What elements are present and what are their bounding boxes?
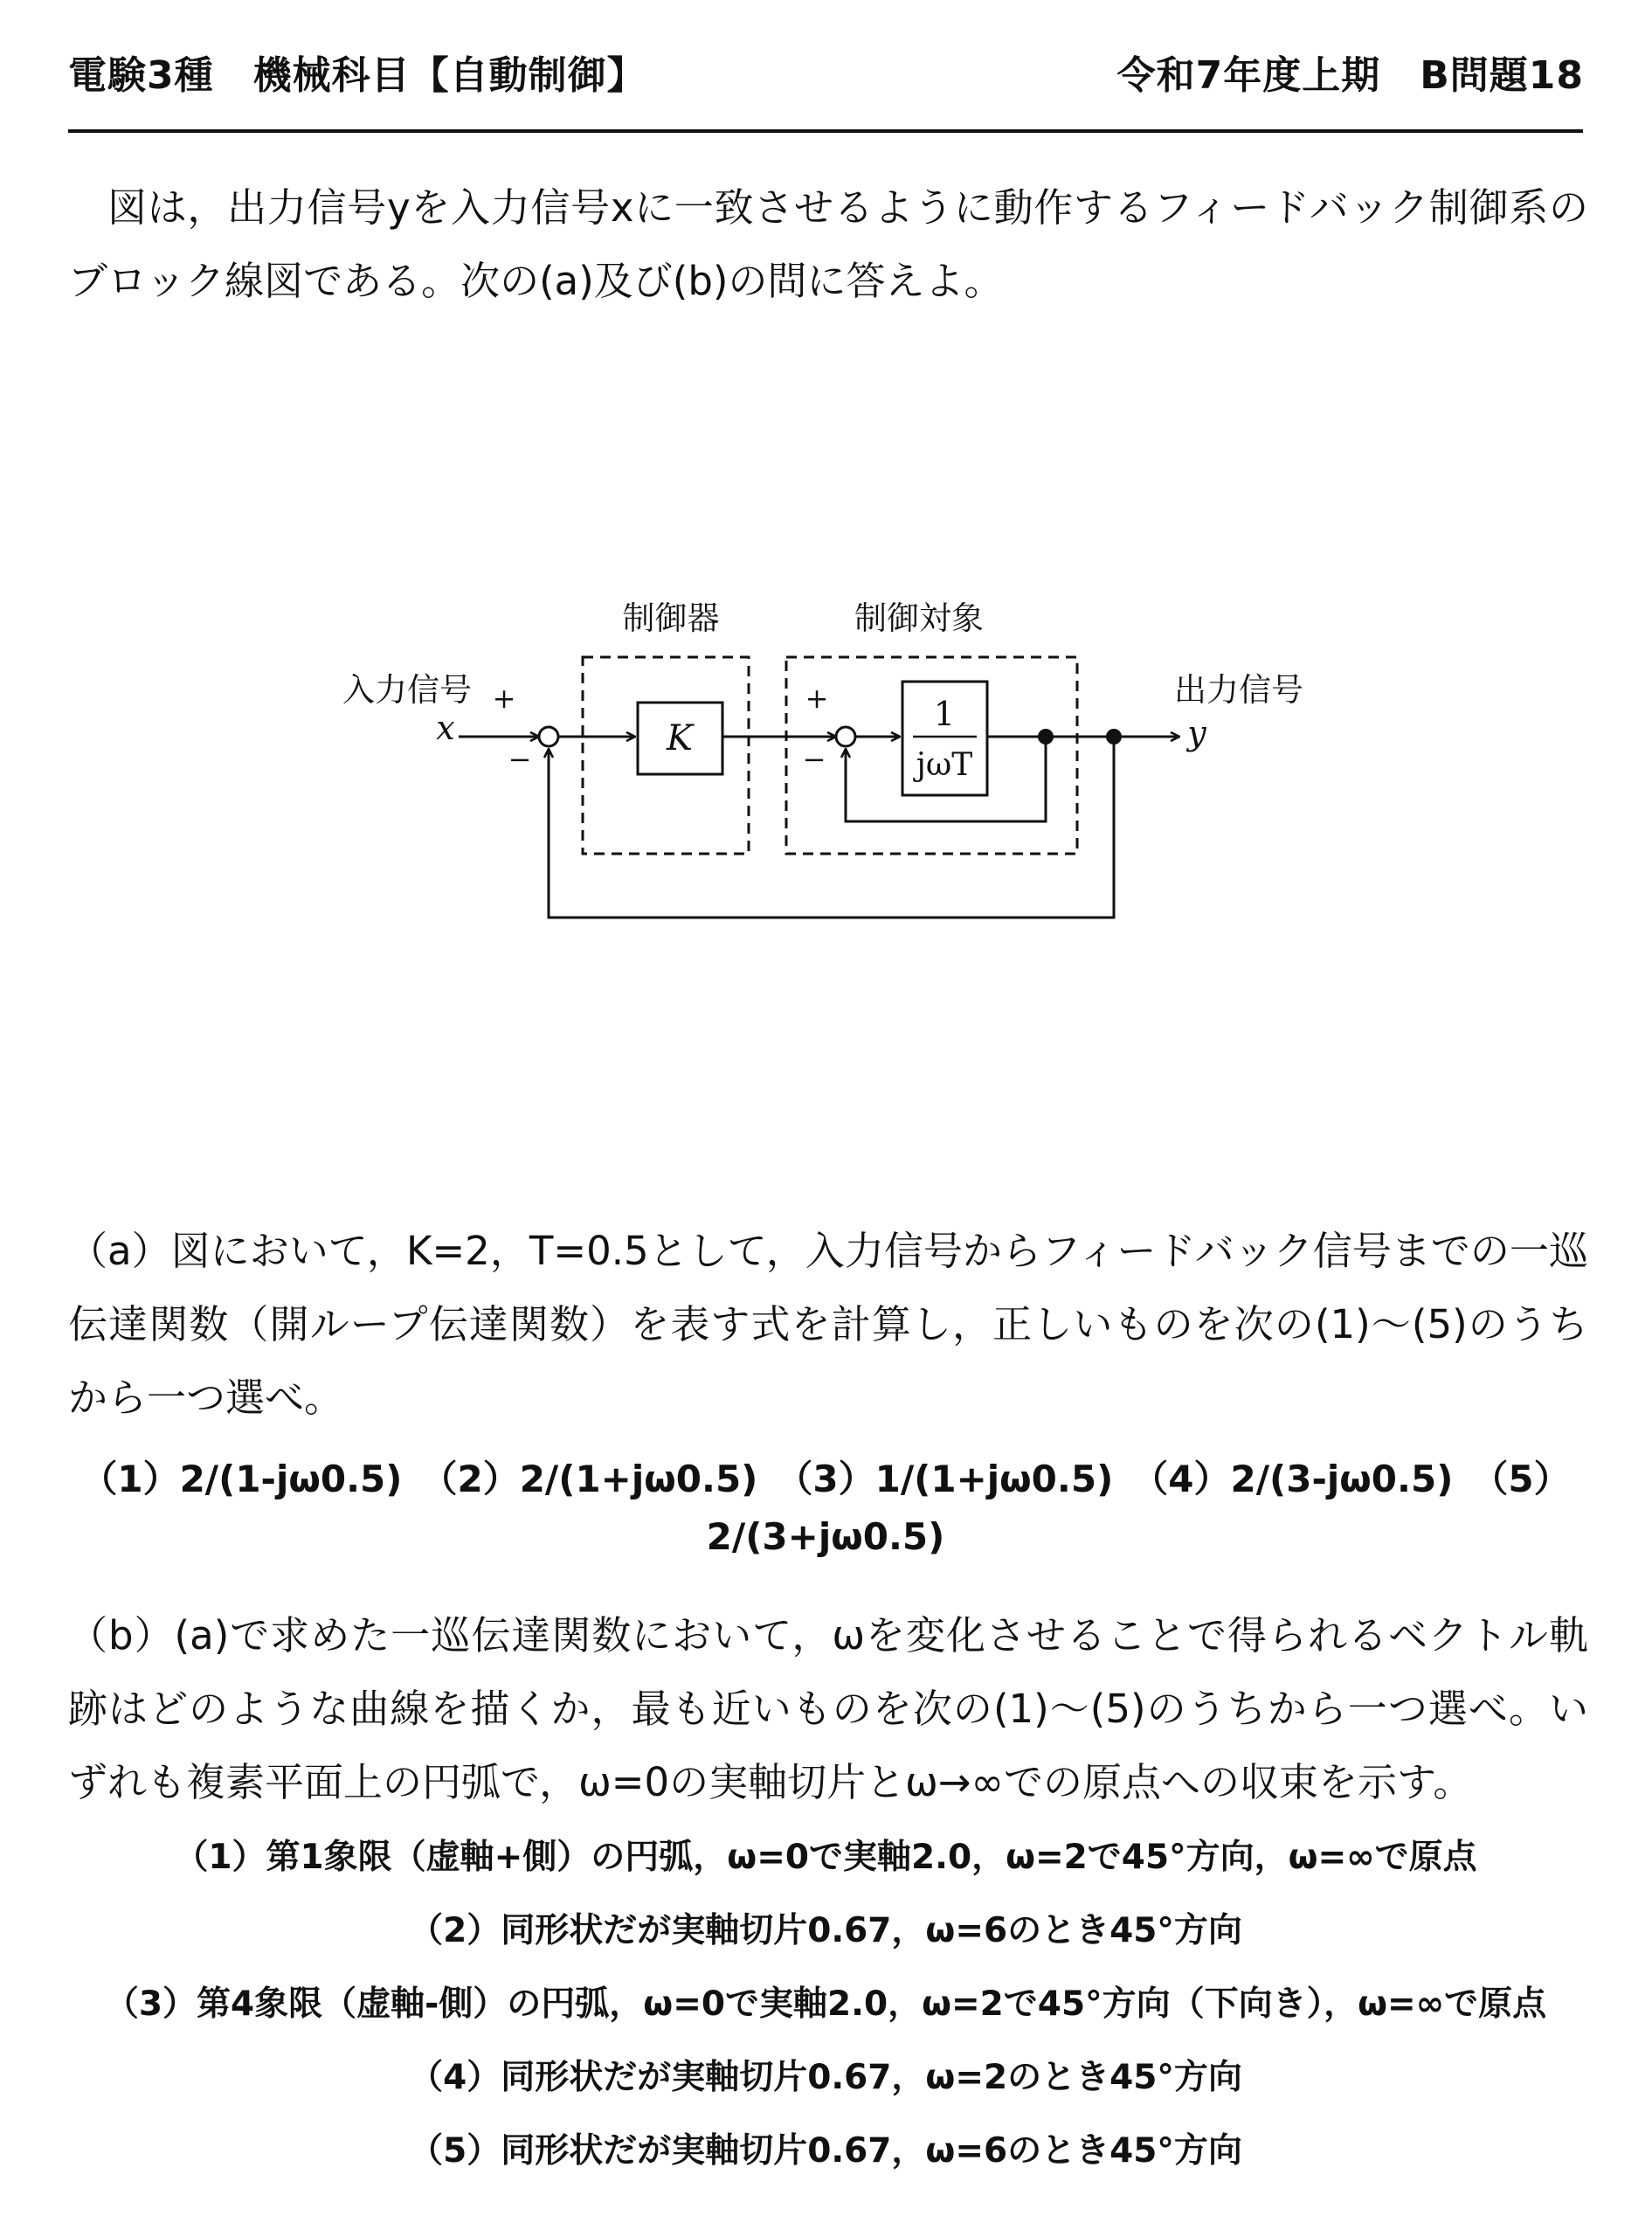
header-divider [68, 129, 1583, 133]
sum2-minus: − [802, 743, 826, 776]
question-a: （a）図において，K=2，T=0.5として，入力信号からフィードバック信号までの一巡伝達関数（開ループ伝達関数）を表す式を計算し，正しいものを次の(1)〜(5)のうちから一つ選べ。 [68, 1228, 1588, 1421]
option-b-4: （4）同形状だが実軸切片0.67，ω=2のとき45°方向 [409, 2058, 1242, 2097]
question-b: （b）(a)で求めた一巡伝達関数において，ωを変化させることで得られるベクトル軌跡はどのような曲線を描くか，最も近いものを次の(1)〜(5)のうちから一つ選べ。いずれも複素平面上の円弧で，ω=0の実軸切片とω→∞での原点への収束を示す。 [68, 1612, 1588, 1805]
summing-junction-1 [539, 727, 558, 746]
block-diagram [315, 594, 1328, 944]
gain-k-label: K [667, 718, 693, 758]
sum1-plus: + [492, 682, 516, 715]
plant-numerator: 1 [933, 695, 956, 733]
header-title: 電験3種 機械科目【自動制御】 [68, 53, 646, 98]
option-b-2: （2）同形状だが実軸切片0.67，ω=6のとき45°方向 [409, 1911, 1242, 1950]
outer-feedback-path [549, 737, 1114, 918]
input-label: 入力信号 [342, 671, 472, 709]
output-label: 出力信号 [1174, 671, 1303, 709]
option-b-5: （5）同形状だが実軸切片0.67，ω=6のとき45°方向 [409, 2131, 1242, 2171]
output-var: y [1187, 714, 1206, 752]
question-b-options [68, 1821, 1583, 2188]
header-exam-info: 令和7年度上期 B問題18 [1116, 53, 1584, 98]
plant-denominator: jωT [916, 747, 973, 783]
plant-label: 制御対象 [854, 599, 984, 637]
problem-intro: 図は，出力信号yを入力信号xに一致させるように動作するフィードバック制御系のブロック線図である。次の(a)及び(b)の問に答えよ。 [68, 184, 1588, 304]
input-var: x [436, 709, 455, 747]
option-b-3: （3）第4象限（虚軸-側）の円弧，ω=0で実軸2.0，ω=2で45°方向（下向き），ω=∞で原点 [104, 1984, 1547, 2024]
question-a-choices: （1）2/(1-jω0.5) （2）2/(1+jω0.5) （3）1/(1+jω0.5) （4）2/(3-jω0.5) （5）2/(3+jω0.5) [80, 1458, 1571, 1558]
controller-label: 制御器 [622, 599, 720, 637]
summing-junction-2 [836, 727, 855, 746]
option-b-1: （1）第1象限（虚軸+側）の円弧，ω=0で実軸2.0，ω=2で45°方向，ω=∞で原点 [174, 1838, 1477, 1877]
sum1-minus: − [508, 743, 532, 776]
sum2-plus: + [805, 682, 829, 715]
